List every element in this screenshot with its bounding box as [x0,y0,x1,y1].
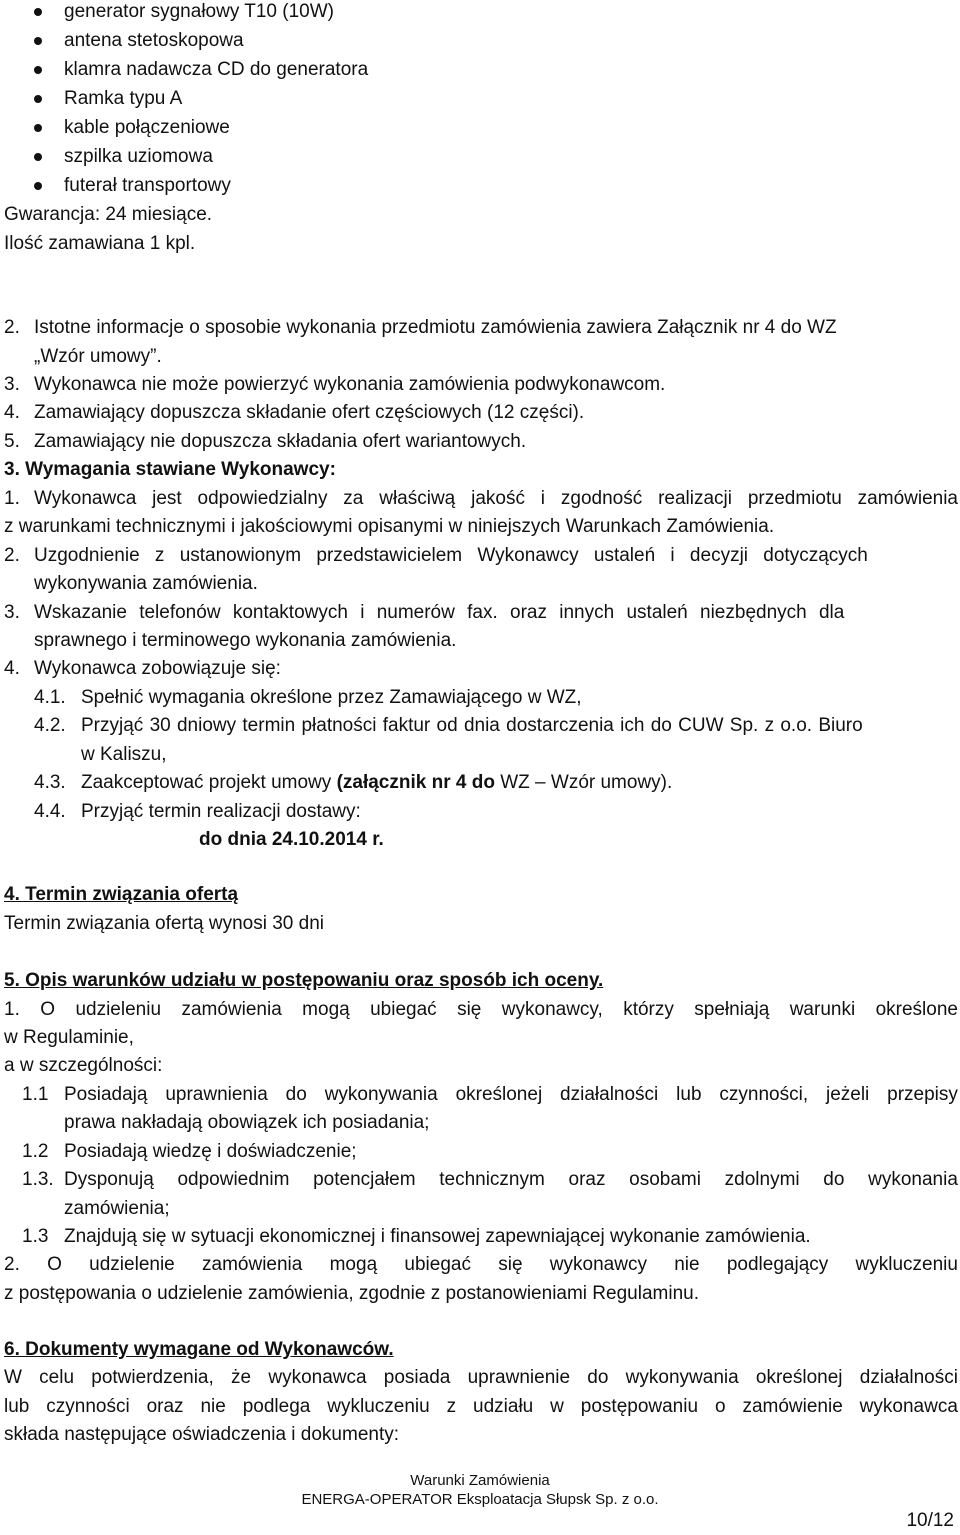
subitem-1-3-line-2: zamówienia; [64,1198,170,1219]
subitem-4-3-text [81,772,672,794]
item-2-text: Istotne informacje o sposobie wykonania przedmiotu zamówienia zawiera Załącznik nr 4 do WZ [34,317,837,338]
subitem-4-3-part-b: (załącznik nr 4 do [336,772,495,793]
subitem-number: 1.1 [22,1084,49,1105]
warranty-text: Gwarancja: 24 miesiące. [4,204,213,225]
quantity-text: Ilość zamawiana 1 kpl. [4,233,196,254]
section-3-heading: 3. Wymagania stawiane Wykonawcy: [4,459,336,480]
section-6-line-3: składa następujące oświadczenia i dokumenty: [4,1424,400,1445]
footer-line-1: Warunki Zamówienia [410,1472,550,1489]
section-5-paragraph-1-line-1: 1. O udzieleniu zamówienia mogą ubiegać się wykonawcy, którzy spełniają warunki określone [4,999,958,1020]
bullet-icon [34,153,42,161]
paragraph-2-line-1: Uzgodnienie z ustanowionym przedstawicielem Wykonawcy ustaleń i decyzji dotyczących [34,545,868,566]
item-number: 5. [4,431,20,452]
paragraph-1-line-1: Wykonawca jest odpowiedzialny za właściwą jakość i zgodność realizacji przedmiotu zamówienia [34,488,958,509]
list-item: generator sygnałowy T10 (10W) [64,1,334,22]
bullet-icon [34,66,42,74]
subitem-number: 4.2. [34,715,66,736]
paragraph-1-line-2: z warunkami technicznymi i jakościowymi opisanymi w niniejszych Warunkach Zamówienia. [4,516,775,537]
item-5-text: Zamawiający nie dopuszcza składania ofert wariantowych. [34,431,527,452]
subitem-1-2-text: Posiadają wiedzę i doświadczenie; [64,1141,357,1162]
delivery-deadline: do dnia 24.10.2014 r. [199,829,384,850]
section-6-line-2: lub czynności oraz nie podlega wykluczeniu z udziału w postępowaniu o zamówienie wykonawca [4,1396,958,1417]
bullet-icon [34,124,42,132]
subitem-number: 1.3. [22,1169,54,1190]
section-5-heading: 5. Opis warunków udziału w postępowaniu oraz sposób ich oceny. [4,970,604,991]
subitem-4-3-part-c: WZ – Wzór umowy). [494,772,673,793]
list-item: Ramka typu A [64,88,183,109]
subitem-1-1-line-2: prawa nakładają obowiązek ich posiadania; [64,1112,430,1133]
paragraph-4-text: Wykonawca zobowiązuje się: [34,658,281,679]
item-number: 4. [4,402,20,423]
paragraph-3-line-1: Wskazanie telefonów kontaktowych i numerów fax. oraz innych ustaleń niezbędnych dla [34,602,845,623]
item-3-text: Wykonawca nie może powierzyć wykonania zamówienia podwykonawcom. [34,374,666,395]
list-item: antena stetoskopowa [64,30,244,51]
subitem-1-3b-text: Znajdują się w sytuacji ekonomicznej i finansowej zapewniającej wykonanie zamówienia. [64,1226,811,1247]
page-number: 10/12 [906,1510,954,1531]
item-number: 3. [4,602,20,623]
section-5-paragraph-2-line-1: 2. O udzielenie zamówienia mogą ubiegać się wykonawcy nie podlegający wykluczeniu [4,1254,958,1275]
list-item: kable połączeniowe [64,117,230,138]
item-number: 1. [4,488,20,509]
item-2-continuation: „Wzór umowy”. [34,346,162,367]
item-number: 3. [4,374,20,395]
subitem-number: 1.3 [22,1226,49,1247]
footer-line-2: ENERGA-OPERATOR Eksploatacja Słupsk Sp. z o.o. [301,1491,659,1508]
subitem-number: 4.4. [34,801,66,822]
section-5-paragraph-1-line-3: a w szczególności: [4,1055,163,1076]
item-number: 4. [4,658,20,679]
subitem-1-3-line-1: Dysponują odpowiednim potencjałem technicznym oraz osobami zdolnymi do wykonania [64,1169,958,1190]
item-number: 2. [4,545,20,566]
item-number: 2. [4,317,20,338]
list-item: klamra nadawcza CD do generatora [64,59,369,80]
list-item: futerał transportowy [64,175,231,196]
section-6-line-1: W celu potwierdzenia, że wykonawca posiada uprawnienie do wykonywania określonej działalności [4,1367,958,1388]
subitem-1-1-line-1: Posiadają uprawnienia do wykonywania określonej działalności lub czynności, jeżeli przepisy [64,1084,958,1105]
subitem-number: 4.3. [34,772,66,793]
subitem-4-1-text: Spełnić wymagania określone przez Zamawiającego w WZ, [81,687,582,708]
list-item: szpilka uziomowa [64,146,213,167]
paragraph-2-line-2: wykonywania zamówienia. [34,573,258,594]
subitem-number: 4.1. [34,687,66,708]
subitem-4-2-line-2: w Kaliszu, [81,744,167,765]
paragraph-3-line-2: sprawnego i terminowego wykonania zamówienia. [34,630,457,651]
section-4-heading: 4. Termin związania ofertą [4,884,239,905]
item-4-text: Zamawiający dopuszcza składanie ofert częściowych (12 części). [34,402,585,423]
bullet-icon [34,95,42,103]
section-4-text: Termin związania ofertą wynosi 30 dni [4,913,324,934]
subitem-4-4-text: Przyjąć termin realizacji dostawy: [81,801,361,822]
section-6-heading: 6. Dokumenty wymagane od Wykonawców. [4,1339,394,1360]
subitem-number: 1.2 [22,1141,49,1162]
section-5-paragraph-2-line-2: z postępowania o udzielenie zamówienia, zgodnie z postanowieniami Regulaminu. [4,1283,699,1304]
subitem-4-2-line-1: Przyjąć 30 dniowy termin płatności faktur od dnia dostarczenia ich do CUW Sp. z o.o. Biuro [81,715,863,736]
section-5-paragraph-1-line-2: w Regulaminie, [4,1027,134,1048]
subitem-4-3-part-a: Zaakceptować projekt umowy [81,772,337,793]
bullet-icon [34,182,42,190]
bullet-icon [34,37,42,45]
bullet-icon [34,8,42,16]
